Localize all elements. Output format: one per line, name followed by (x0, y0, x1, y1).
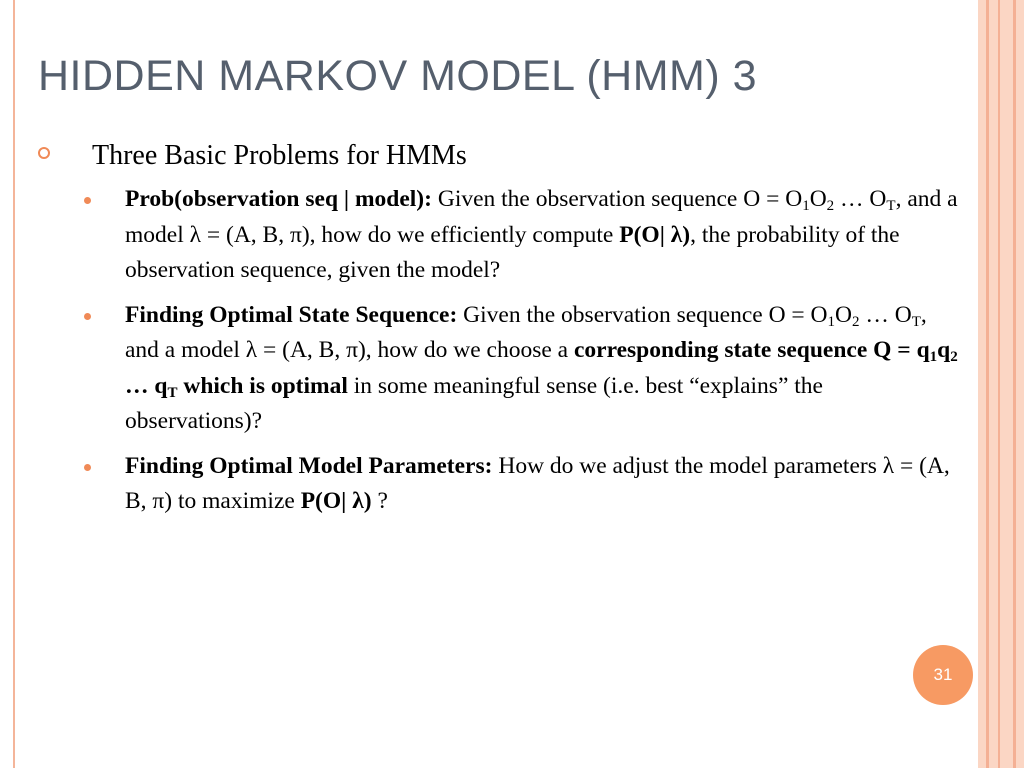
bold-term: corresponding state sequence Q = q (573, 337, 930, 363)
subscript: 2 (826, 198, 835, 214)
bullet-text: , and a model λ = (A, B, π), how do we choose a (125, 301, 927, 363)
right-decor-stripe (978, 0, 986, 768)
bullet-dot-icon (84, 313, 91, 320)
bold-term: which is optimal (177, 372, 348, 399)
subscript: 2 (950, 349, 958, 365)
page-number-badge: 31 (913, 645, 973, 705)
bullet-text: Given the observation sequence O = O (431, 186, 803, 212)
sub-bullet-prob-observation (80, 182, 960, 289)
bullet-text: O (809, 186, 827, 212)
subscript: 1 (827, 313, 836, 330)
subscript: 1 (802, 198, 810, 214)
bold-term: P(O| λ) (300, 488, 372, 514)
subscript: T (911, 313, 921, 330)
subscript: T (167, 384, 178, 401)
slide-title: HIDDEN MARKOV MODEL (HMM) 3 (38, 52, 758, 100)
bullet-label: Finding Optimal Model Parameters: (125, 452, 493, 479)
bullet-text: in some meaningful sense (i.e. best “explains” the observations)? (125, 372, 823, 434)
subscript: 1 (929, 349, 938, 365)
bullet-text: Given the observation sequence O = O (457, 301, 828, 328)
subscript: 2 (852, 313, 860, 330)
bullet-label: Prob(observation seq | model): (125, 186, 432, 212)
bullet-text: … O (859, 301, 912, 328)
sub-bullet-optimal-state-sequence (80, 298, 960, 440)
bullet-text: How do we adjust the model parameters λ = (A, B, π) to maximize (125, 452, 950, 514)
left-border-line (13, 0, 15, 768)
sub-bullet-optimal-model-parameters (80, 449, 960, 520)
right-decor-stripe (1016, 0, 1024, 768)
ring-bullet-icon (38, 147, 50, 159)
bullet-text: ? (371, 488, 388, 514)
right-decor-stripe (989, 0, 998, 768)
bullet-text: … O (834, 186, 887, 212)
bullet-text: , the probability of the observation sequence, given the model? (125, 221, 900, 283)
bullet-label: Finding Optimal State Sequence: (125, 301, 458, 328)
sub-bullet-list (80, 182, 960, 529)
bullet-text: O (835, 301, 852, 328)
bold-term: P(O| λ) (619, 221, 691, 248)
bold-term: … q (125, 372, 168, 399)
bullet-dot-icon (84, 197, 91, 204)
subscript: T (886, 198, 896, 214)
bold-term: q (937, 337, 951, 363)
bullet-text: , and a model λ = (A, B, π), how do we efficiently compute (125, 186, 958, 248)
right-decor-stripe (1000, 0, 1013, 768)
main-bullet-text: Three Basic Problems for HMMs (92, 140, 467, 171)
bullet-dot-icon (84, 464, 91, 471)
